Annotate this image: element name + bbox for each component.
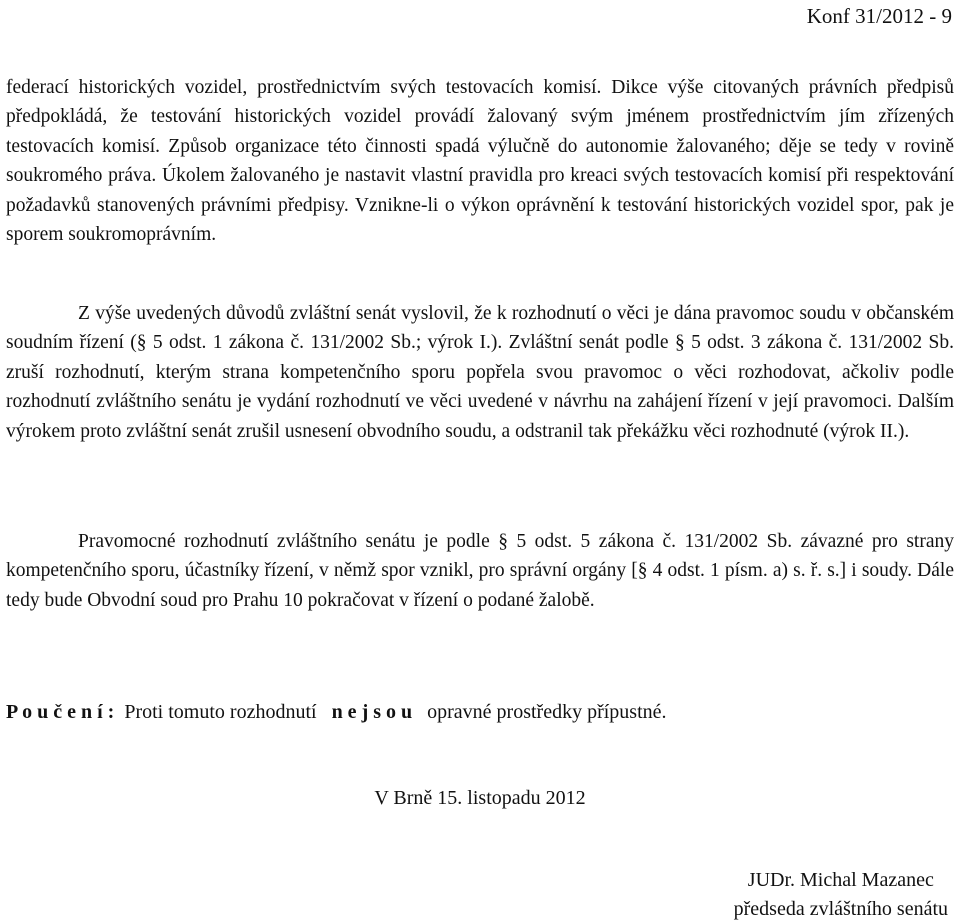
signature-block	[734, 866, 948, 924]
legal-instruction	[6, 697, 667, 727]
signatory-name: JUDr. Michal Mazanec	[747, 869, 934, 891]
instruction-text-after: opravné prostředky přípustné.	[427, 701, 667, 723]
instruction-emphasis: n e j s o u	[331, 701, 413, 723]
page-reference: Konf 31/2012 - 9	[806, 4, 952, 28]
paragraph-testing-organization: federací historických vozidel, prostřednictvím svých testovacích komisí. Dikce výše citovaných právních předpisů předpokládá, že testování historických vozidel provádí žalovaný svým jménem prostřednictvím jím zřízených testovacích komisí. Způsob organizace této činnosti spadá výlučně do autonomie žalovaného; děje se tedy v rovině soukromého práva. Úkolem žalovaného je nastavit vlastní pravidla pro kreaci svých testovacích komisí při respektování požadavků stanovených právními předpisy. Vznikne-li o výkon oprávnění k testování historických vozidel spor, pak je sporem soukromoprávním.	[6, 77, 954, 246]
instruction-text-before: Proti tomuto rozhodnutí	[124, 701, 317, 723]
signatory-role: předseda zvláštního senátu	[733, 898, 948, 920]
place-and-date: V Brně 15. listopadu 2012	[374, 787, 586, 809]
instruction-label: P o u č e n í :	[6, 701, 115, 723]
paragraph-senate-ruling: Z výše uvedených důvodů zvláštní senát vyslovil, že k rozhodnutí o věci je dána pravomoc soudu v občanském soudním řízení (§ 5 odst. 1 zákona č. 131/2002 Sb.; výrok I.). Zvláštní senát podle § 5 odst. 3 zákona č. 131/2002 Sb. zruší rozhodnutí, kterým strana kompetenčního sporu popřela svou pravomoc o věci rozhodovat, ačkoliv podle rozhodnutí zvláštního senátu je vydání rozhodnutí ve věci uvedené v návrhu na zahájení řízení v její pravomoci. Dalším výrokem proto zvláštní senát zrušil usnesení obvodního soudu, a odstranil tak překážku věci rozhodnuté (výrok II.).	[6, 303, 954, 442]
paragraph-binding-decision: Pravomocné rozhodnutí zvláštního senátu je podle § 5 odst. 5 zákona č. 131/2002 Sb. závazné pro strany kompetenčního sporu, účastníky řízení, v němž spor vznikl, pro správní orgány [§ 4 odst. 1 písm. a) s. ř. s.] i soudy. Dále tedy bude Obvodní soud pro Prahu 10 pokračovat v řízení o podané žalobě.	[6, 531, 954, 611]
